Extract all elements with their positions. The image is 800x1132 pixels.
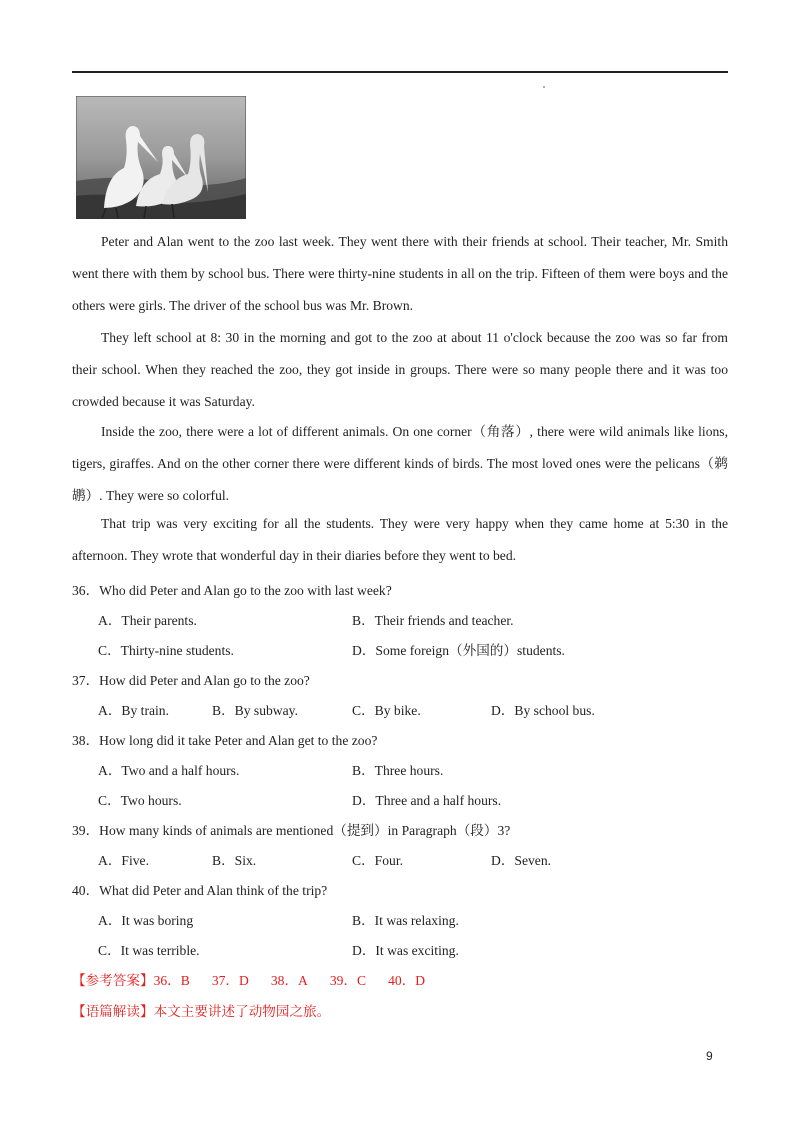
passage-paragraph-4: That trip was very exciting for all the students. They were very happy when they came home at 5:30 in the afternoon. They wrote that wonderful day in their diaries before they went to bed. <box>72 516 728 563</box>
option-39-b: B．Six. <box>212 853 257 868</box>
analysis-text: 本文主要讲述了动物园之旅。 <box>153 1004 331 1019</box>
option-37-c: C．By bike. <box>352 703 421 718</box>
option-38-a: A．Two and a half hours. <box>98 763 240 778</box>
header-rule <box>72 71 728 73</box>
option-39-c: C．Four. <box>352 853 403 868</box>
answer-key <box>72 969 425 989</box>
passage-paragraph-2: They left school at 8: 30 in the morning and got to the zoo at about 11 o'clock because the zoo was so far from their school. When they reached the zoo, they got inside in groups. There were so many people there and it was too crowded because it was Saturday. <box>72 330 728 409</box>
passage-paragraph-1: Peter and Alan went to the zoo last week. They went there with their friends at school. Their teacher, Mr. Smith went there with them by school bus. There were thirty-nine students in all on the trip. Fifteen of them were boys and the others were girls. The driver of the school bus was Mr. Brown. <box>72 234 728 313</box>
question-37: 37．How did Peter and Alan go to the zoo? <box>72 673 310 688</box>
pelicans-photo <box>76 96 246 219</box>
option-37-b: B．By subway. <box>212 703 298 718</box>
answer-40: 40．D <box>388 973 426 988</box>
option-39-a: A．Five. <box>98 853 149 868</box>
passage-analysis <box>72 1000 330 1020</box>
page-number: 9 <box>706 1049 713 1063</box>
answer-37: 37．D <box>211 973 249 988</box>
option-40-d: D．It was exciting. <box>352 943 459 958</box>
question-40: 40．What did Peter and Alan think of the trip? <box>72 883 328 898</box>
scan-speck <box>543 86 545 88</box>
answer-36: 36．B <box>153 973 190 988</box>
option-36-b: B．Their friends and teacher. <box>352 613 514 628</box>
answer-38: 38．A <box>270 973 308 988</box>
option-37-d: D．By school bus. <box>491 703 595 718</box>
option-36-a: A．Their parents. <box>98 613 197 628</box>
option-39-d: D．Seven. <box>491 853 552 868</box>
option-36-c: C．Thirty-nine students. <box>98 643 234 658</box>
question-38: 38．How long did it take Peter and Alan get to the zoo? <box>72 733 378 748</box>
analysis-tag: 【语篇解读】 <box>72 1004 154 1019</box>
option-36-d: D．Some foreign（外国的）students. <box>352 643 565 658</box>
option-40-a: A．It was boring <box>98 913 194 928</box>
option-40-b: B．It was relaxing. <box>352 913 459 928</box>
answer-39: 39．C <box>329 973 367 988</box>
passage-paragraph-3: Inside the zoo, there were a lot of different animals. On one corner（角落）, there were wild animals like lions, tigers, giraffes. And on the other corner there were different kinds of birds. The most loved ones were the pelicans（鹈鹕）. They were so colorful. <box>72 424 728 503</box>
option-37-a: A．By train. <box>98 703 169 718</box>
option-38-d: D．Three and a half hours. <box>352 793 502 808</box>
question-39: 39．How many kinds of animals are mentioned（提到）in Paragraph（段）3? <box>72 823 511 838</box>
question-36: 36．Who did Peter and Alan go to the zoo with last week? <box>72 583 392 598</box>
option-38-c: C．Two hours. <box>98 793 182 808</box>
answer-key-tag: 【参考答案】 <box>72 973 154 988</box>
option-38-b: B．Three hours. <box>352 763 444 778</box>
option-40-c: C．It was terrible. <box>98 943 200 958</box>
